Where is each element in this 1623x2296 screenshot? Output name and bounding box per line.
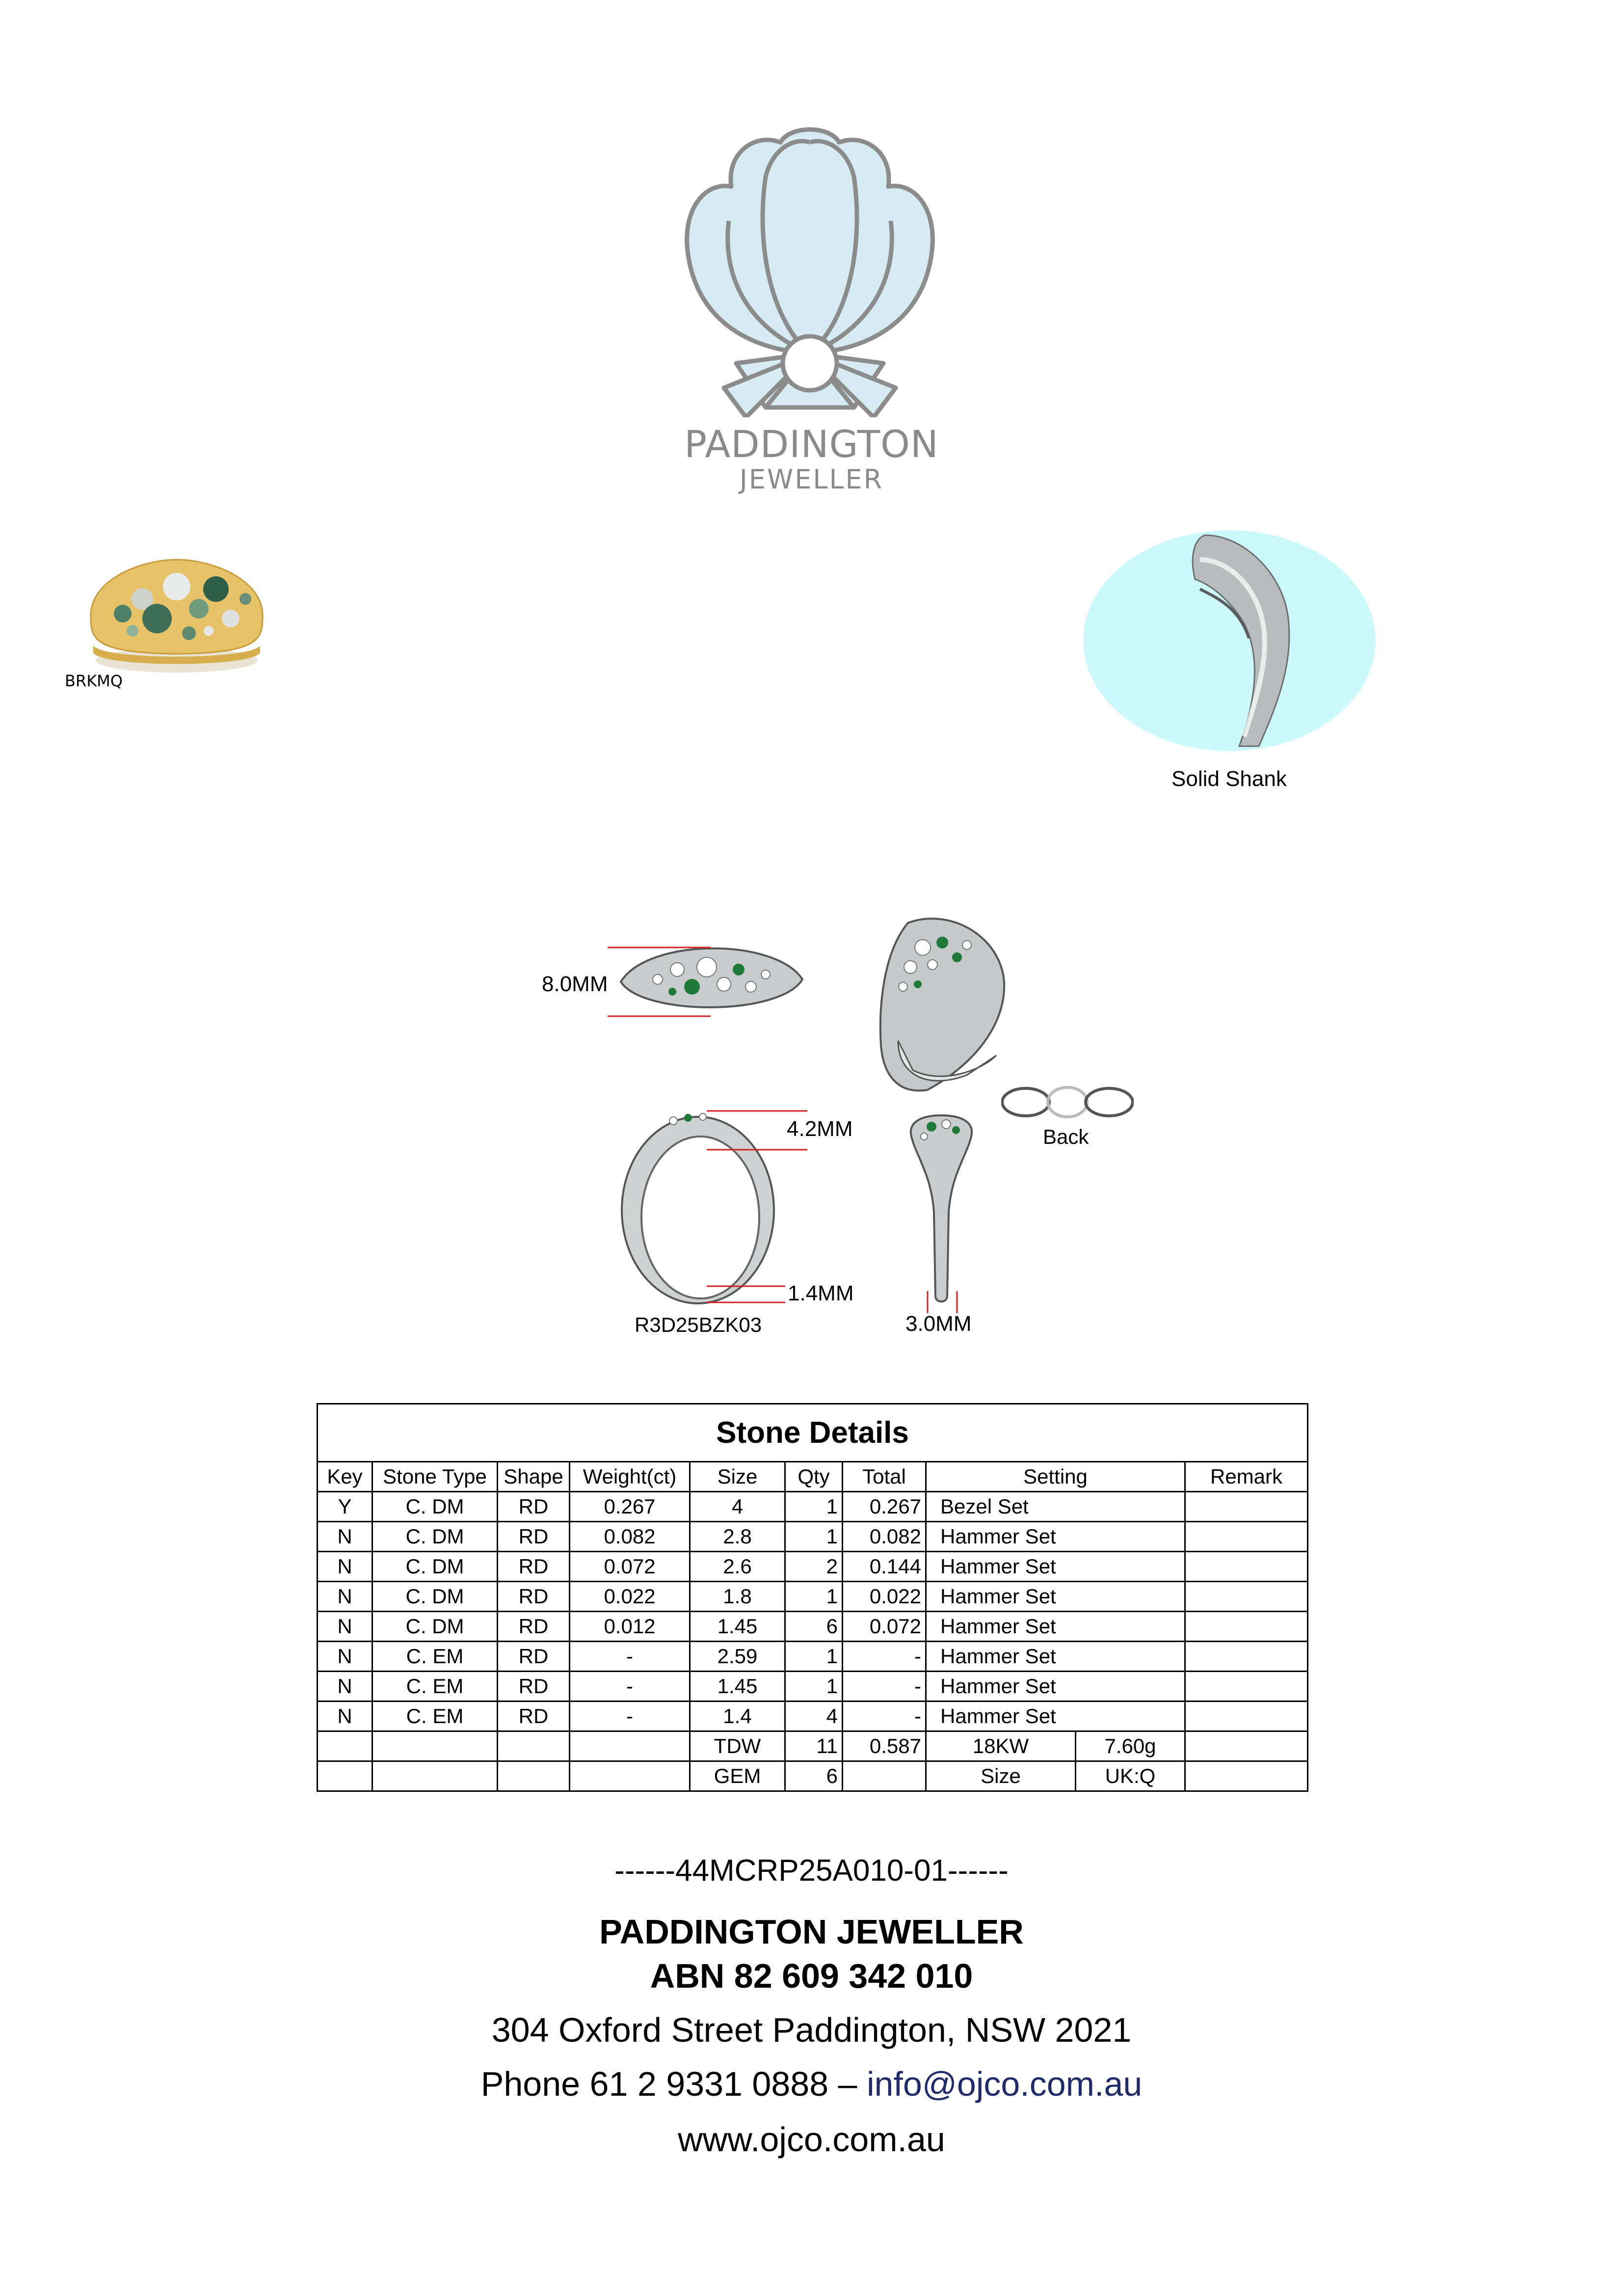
width-dimension-label: 8.0MM	[542, 972, 608, 996]
stone-weight: 0.082	[570, 1522, 690, 1552]
metal-weight: 7.60g	[1076, 1731, 1185, 1761]
stone-weight: 0.012	[570, 1612, 690, 1642]
stone-key: N	[318, 1582, 372, 1612]
logo-name-line1: PADDINGTON	[684, 422, 939, 466]
phone-number: Phone 61 2 9331 0888 –	[480, 2065, 857, 2103]
stone-qty: 1	[785, 1522, 843, 1552]
stone-setting: Hammer Set	[926, 1702, 1185, 1731]
company-address: 304 Oxford Street Paddington, NSW 2021	[491, 2011, 1132, 2049]
stone-size: 2.59	[690, 1642, 785, 1672]
contact-line	[0, 2064, 1623, 2104]
stone-total: 0.144	[843, 1552, 926, 1582]
stone-key: N	[318, 1642, 372, 1672]
stone-setting: Hammer Set	[926, 1672, 1185, 1702]
header-stone-type: Stone Type	[372, 1462, 498, 1492]
stone-key: N	[318, 1552, 372, 1582]
stone-type: C. DM	[372, 1522, 498, 1552]
tdw-summary-row	[318, 1731, 1308, 1761]
stone-key: N	[318, 1612, 372, 1642]
stone-setting: Bezel Set	[926, 1492, 1185, 1522]
stone-remark	[1185, 1522, 1308, 1552]
stone-qty: 4	[785, 1702, 843, 1731]
stone-row	[318, 1522, 1308, 1552]
stone-total: -	[843, 1672, 926, 1702]
side-width-dimension-label: 3.0MM	[905, 1312, 972, 1336]
stone-weight: 0.072	[570, 1552, 690, 1582]
thumbnail-code: BRKMQ	[65, 672, 123, 690]
bottom-thickness-dimension-label: 1.4MM	[788, 1281, 854, 1305]
website-link[interactable]: www.ojco.com.au	[678, 2120, 945, 2159]
stone-type: C. EM	[372, 1702, 498, 1731]
stone-shape: RD	[498, 1582, 570, 1612]
tdw-total: 0.587	[843, 1731, 926, 1761]
stone-size: 2.8	[690, 1522, 785, 1552]
stone-shape: RD	[498, 1642, 570, 1672]
email-link[interactable]: info@ojco.com.au	[866, 2065, 1143, 2103]
header-weight: Weight(ct)	[570, 1462, 690, 1492]
stone-qty: 1	[785, 1492, 843, 1522]
ring-size-label: Size	[926, 1761, 1076, 1791]
model-code: R3D25BZK03	[635, 1313, 762, 1336]
stone-row	[318, 1612, 1308, 1642]
stone-qty: 1	[785, 1582, 843, 1612]
gem-qty: 6	[785, 1761, 843, 1791]
stone-qty: 1	[785, 1642, 843, 1672]
ring-side-view	[907, 1114, 976, 1306]
shank-label: Solid Shank	[1171, 767, 1287, 791]
stone-shape: RD	[498, 1522, 570, 1552]
stone-row	[318, 1702, 1308, 1731]
stone-total: 0.082	[843, 1522, 926, 1552]
stone-row	[318, 1582, 1308, 1612]
stone-total: 0.072	[843, 1612, 926, 1642]
stone-setting: Hammer Set	[926, 1552, 1185, 1582]
stone-weight: -	[570, 1642, 690, 1672]
header-total: Total	[843, 1462, 926, 1492]
stone-qty: 6	[785, 1612, 843, 1642]
stone-shape: RD	[498, 1612, 570, 1642]
stone-remark	[1185, 1492, 1308, 1522]
stone-shape: RD	[498, 1552, 570, 1582]
stone-shape: RD	[498, 1672, 570, 1702]
tdw-label: TDW	[690, 1731, 785, 1761]
header-size: Size	[690, 1462, 785, 1492]
stone-remark	[1185, 1672, 1308, 1702]
stone-row	[318, 1642, 1308, 1672]
stone-details-table	[317, 1403, 1308, 1792]
stone-row	[318, 1492, 1308, 1522]
metal-type: 18KW	[926, 1731, 1076, 1761]
solid-shank-image	[1082, 530, 1377, 756]
stone-total: -	[843, 1642, 926, 1672]
stone-key: N	[318, 1702, 372, 1731]
header-shape: Shape	[498, 1462, 570, 1492]
order-code: ------44MCRP25A010-01------	[614, 1854, 1009, 1888]
stone-key: Y	[318, 1492, 372, 1522]
stone-type: C. DM	[372, 1492, 498, 1522]
stone-type: C. DM	[372, 1582, 498, 1612]
stone-size: 1.45	[690, 1612, 785, 1642]
gem-label: GEM	[690, 1761, 785, 1791]
header-setting: Setting	[926, 1462, 1185, 1492]
ring-size-value: UK:Q	[1076, 1761, 1185, 1791]
company-abn: ABN 82 609 342 010	[650, 1957, 973, 1995]
stone-shape: RD	[498, 1492, 570, 1522]
stone-weight: 0.022	[570, 1582, 690, 1612]
stone-setting: Hammer Set	[926, 1642, 1185, 1672]
stone-size: 4	[690, 1492, 785, 1522]
stone-type: C. DM	[372, 1612, 498, 1642]
company-name: PADDINGTON JEWELLER	[599, 1913, 1024, 1951]
ring-thumbnail-image	[83, 550, 270, 677]
header-remark: Remark	[1185, 1462, 1308, 1492]
stone-remark	[1185, 1642, 1308, 1672]
stone-type: C. DM	[372, 1552, 498, 1582]
stone-weight: -	[570, 1672, 690, 1702]
stone-size: 1.45	[690, 1672, 785, 1702]
stone-size: 1.8	[690, 1582, 785, 1612]
stone-remark	[1185, 1552, 1308, 1582]
stone-setting: Hammer Set	[926, 1582, 1185, 1612]
logo-name-line2: JEWELLER	[739, 464, 884, 495]
stone-table-title: Stone Details	[318, 1404, 1308, 1462]
stone-key: N	[318, 1522, 372, 1552]
header-qty: Qty	[785, 1462, 843, 1492]
stone-size: 1.4	[690, 1702, 785, 1731]
stone-remark	[1185, 1612, 1308, 1642]
stone-weight: 0.267	[570, 1492, 690, 1522]
stone-total: 0.022	[843, 1582, 926, 1612]
shell-logo-icon	[677, 123, 942, 417]
stone-type: C. EM	[372, 1642, 498, 1672]
back-view-label: Back	[1043, 1125, 1089, 1148]
tdw-qty: 11	[785, 1731, 843, 1761]
side-width-dimension-lines	[925, 1291, 959, 1313]
stone-size: 2.6	[690, 1552, 785, 1582]
ring-back-view	[1001, 1085, 1134, 1119]
stone-type: C. EM	[372, 1672, 498, 1702]
stone-weight: -	[570, 1702, 690, 1731]
stone-remark	[1185, 1702, 1308, 1731]
stone-setting: Hammer Set	[926, 1522, 1185, 1552]
stone-total: -	[843, 1702, 926, 1731]
stone-qty: 2	[785, 1552, 843, 1582]
width-dimension-lines	[608, 945, 711, 1019]
stone-table-header-row	[318, 1462, 1308, 1492]
stone-qty: 1	[785, 1672, 843, 1702]
stone-total: 0.267	[843, 1492, 926, 1522]
stone-key: N	[318, 1672, 372, 1702]
stone-remark	[1185, 1582, 1308, 1612]
stone-shape: RD	[498, 1702, 570, 1731]
stone-setting: Hammer Set	[926, 1612, 1185, 1642]
ring-perspective-view	[869, 913, 1016, 1095]
stone-row	[318, 1552, 1308, 1582]
gem-summary-row	[318, 1761, 1308, 1791]
top-height-dimension-label: 4.2MM	[787, 1117, 853, 1141]
header-key: Key	[318, 1462, 372, 1492]
stone-row	[318, 1672, 1308, 1702]
